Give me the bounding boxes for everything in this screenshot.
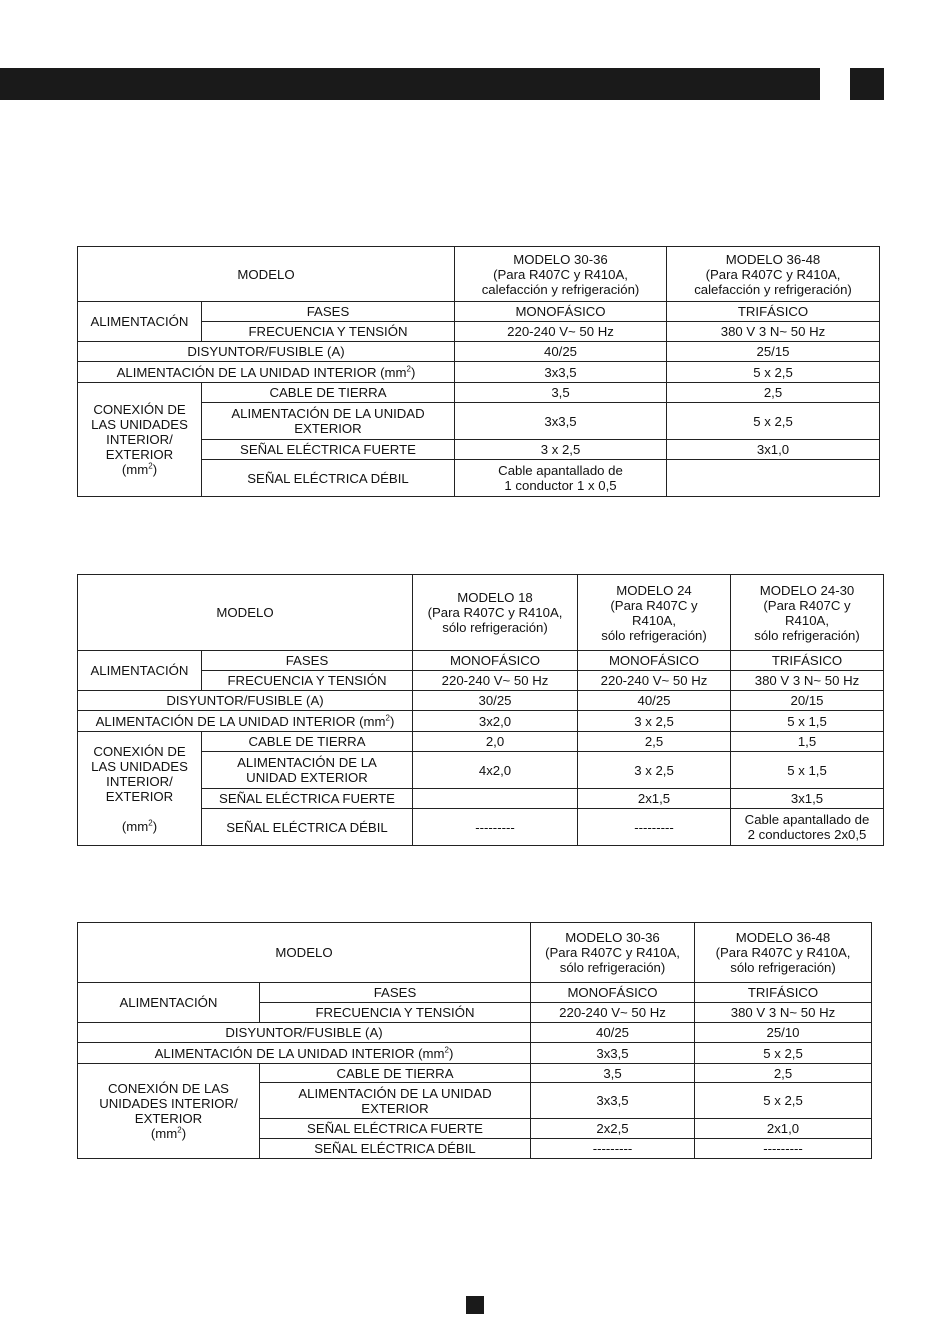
cable-tierra-label: CABLE DE TIERRA xyxy=(202,383,455,403)
spec-table-cooling-small xyxy=(77,574,884,846)
senal-fuerte-value-c: 3x1,5 xyxy=(731,789,884,809)
cable-tierra-label: CABLE DE TIERRA xyxy=(260,1064,531,1083)
senal-fuerte-value-a xyxy=(413,789,578,809)
alim-ext-label: ALIMENTACIÓN DE LA UNIDAD EXTERIOR xyxy=(202,403,455,440)
disyuntor-value-b: 25/15 xyxy=(667,342,880,362)
disyuntor-value-a: 40/25 xyxy=(531,1023,695,1043)
header-bar xyxy=(0,68,820,100)
alim-ext-value-a: 3x3,5 xyxy=(455,403,667,440)
model-column-a: MODELO 30-36 (Para R407C y R410A, sólo refrigeración) xyxy=(531,923,695,983)
spec-table-heat-pump xyxy=(77,246,880,497)
frecuencia-label: FRECUENCIA Y TENSIÓN xyxy=(202,322,455,342)
model-column-a: MODELO 18 (Para R407C y R410A, sólo refrigeración) xyxy=(413,575,578,651)
disyuntor-value-a: 30/25 xyxy=(413,691,578,711)
senal-debil-label: SEÑAL ELÉCTRICA DÉBIL xyxy=(202,809,413,846)
frecuencia-value-b: 380 V 3 N~ 50 Hz xyxy=(695,1003,872,1023)
senal-debil-value-b: --------- xyxy=(695,1139,872,1159)
model-header: MODELO xyxy=(78,247,455,302)
model-column-b: MODELO 36-48 (Para R407C y R410A, calefacción y refrigeración) xyxy=(667,247,880,302)
alim-unidad-value-a: 3x3,5 xyxy=(455,362,667,383)
cable-tierra-value-b: 2,5 xyxy=(667,383,880,403)
disyuntor-label: DISYUNTOR/FUSIBLE (A) xyxy=(78,1023,531,1043)
model-column-b: MODELO 36-48 (Para R407C y R410A, sólo refrigeración) xyxy=(695,923,872,983)
disyuntor-label: DISYUNTOR/FUSIBLE (A) xyxy=(78,691,413,711)
alim-unidad-value-a: 3x3,5 xyxy=(531,1043,695,1064)
alim-unidad-value-b: 3 x 2,5 xyxy=(578,711,731,732)
alim-ext-value-b: 5 x 2,5 xyxy=(667,403,880,440)
alim-ext-value-b: 5 x 2,5 xyxy=(695,1083,872,1119)
senal-debil-value-a: --------- xyxy=(413,809,578,846)
cable-tierra-value-c: 1,5 xyxy=(731,732,884,752)
cable-tierra-value-a: 3,5 xyxy=(455,383,667,403)
senal-fuerte-label: SEÑAL ELÉCTRICA FUERTE xyxy=(202,440,455,460)
frecuencia-value-a: 220-240 V~ 50 Hz xyxy=(455,322,667,342)
senal-debil-value-b xyxy=(667,460,880,497)
disyuntor-value-a: 40/25 xyxy=(455,342,667,362)
fases-value-b: MONOFÁSICO xyxy=(578,651,731,671)
frecuencia-value-b: 380 V 3 N~ 50 Hz xyxy=(667,322,880,342)
fases-value-a: MONOFÁSICO xyxy=(455,302,667,322)
alim-unidad-value-b: 5 x 2,5 xyxy=(667,362,880,383)
disyuntor-value-c: 20/15 xyxy=(731,691,884,711)
model-column-b: MODELO 24 (Para R407C y R410A, sólo refrigeración) xyxy=(578,575,731,651)
alim-ext-value-b: 3 x 2,5 xyxy=(578,752,731,789)
conexion-label: CONEXIÓN DE LAS UNIDADES INTERIOR/ EXTERIOR $(mm^2)$ xyxy=(78,732,202,846)
model-header: MODELO xyxy=(78,923,531,983)
alim-unidad-value-c: 5 x 1,5 xyxy=(731,711,884,732)
senal-debil-value-c: Cable apantallado de 2 conductores 2x0,5 xyxy=(731,809,884,846)
frecuencia-value-a: 220-240 V~ 50 Hz xyxy=(531,1003,695,1023)
senal-fuerte-label: SEÑAL ELÉCTRICA FUERTE xyxy=(202,789,413,809)
cable-tierra-value-b: 2,5 xyxy=(578,732,731,752)
senal-debil-label: SEÑAL ELÉCTRICA DÉBIL xyxy=(260,1139,531,1159)
disyuntor-value-b: 25/10 xyxy=(695,1023,872,1043)
model-header: MODELO xyxy=(78,575,413,651)
alim-unidad-label: ALIMENTACIÓN DE LA UNIDAD INTERIOR $(mm^2)$ xyxy=(78,1043,531,1064)
cable-tierra-label: CABLE DE TIERRA xyxy=(202,732,413,752)
alim-ext-value-a: 4x2,0 xyxy=(413,752,578,789)
senal-fuerte-value-b: 2x1,0 xyxy=(695,1119,872,1139)
model-column-c: MODELO 24-30 (Para R407C y R410A, sólo refrigeración) xyxy=(731,575,884,651)
senal-fuerte-value-a: 2x2,5 xyxy=(531,1119,695,1139)
fases-value-a: MONOFÁSICO xyxy=(531,983,695,1003)
alim-unidad-value-a: 3x2,0 xyxy=(413,711,578,732)
header-page-marker xyxy=(850,68,884,100)
alim-ext-label: ALIMENTACIÓN DE LA UNIDAD EXTERIOR xyxy=(260,1083,531,1119)
senal-fuerte-value-b: 3x1,0 xyxy=(667,440,880,460)
fases-value-c: TRIFÁSICO xyxy=(731,651,884,671)
senal-debil-value-a: --------- xyxy=(531,1139,695,1159)
alim-ext-label: ALIMENTACIÓN DE LA UNIDAD EXTERIOR xyxy=(202,752,413,789)
conexion-label: CONEXIÓN DE LAS UNIDADES INTERIOR/ EXTERIOR $(mm^2)$ xyxy=(78,1064,260,1159)
frecuencia-value-c: 380 V 3 N~ 50 Hz xyxy=(731,671,884,691)
senal-fuerte-value-b: 2x1,5 xyxy=(578,789,731,809)
senal-fuerte-value-a: 3 x 2,5 xyxy=(455,440,667,460)
alim-unidad-label: ALIMENTACIÓN DE LA UNIDAD INTERIOR $(mm^2)$ xyxy=(78,362,455,383)
alim-unidad-value-b: 5 x 2,5 xyxy=(695,1043,872,1064)
cable-tierra-value-a: 2,0 xyxy=(413,732,578,752)
frecuencia-label: FRECUENCIA Y TENSIÓN xyxy=(202,671,413,691)
frecuencia-value-b: 220-240 V~ 50 Hz xyxy=(578,671,731,691)
page-number-marker xyxy=(466,1296,484,1314)
senal-debil-value-a: Cable apantallado de 1 conductor 1 x 0,5 xyxy=(455,460,667,497)
senal-fuerte-label: SEÑAL ELÉCTRICA FUERTE xyxy=(260,1119,531,1139)
alimentacion-label: ALIMENTACIÓN xyxy=(78,983,260,1023)
cable-tierra-value-a: 3,5 xyxy=(531,1064,695,1083)
senal-debil-label: SEÑAL ELÉCTRICA DÉBIL xyxy=(202,460,455,497)
model-column-a: MODELO 30-36 (Para R407C y R410A, calefacción y refrigeración) xyxy=(455,247,667,302)
spec-table-cooling-large xyxy=(77,922,872,1159)
cable-tierra-value-b: 2,5 xyxy=(695,1064,872,1083)
alim-ext-value-a: 3x3,5 xyxy=(531,1083,695,1119)
alim-unidad-label: ALIMENTACIÓN DE LA UNIDAD INTERIOR $(mm^2)$ xyxy=(78,711,413,732)
frecuencia-value-a: 220-240 V~ 50 Hz xyxy=(413,671,578,691)
senal-debil-value-b: --------- xyxy=(578,809,731,846)
alimentacion-label: ALIMENTACIÓN xyxy=(78,302,202,342)
frecuencia-label: FRECUENCIA Y TENSIÓN xyxy=(260,1003,531,1023)
fases-label: FASES xyxy=(260,983,531,1003)
conexion-label: CONEXIÓN DE LAS UNIDADES INTERIOR/ EXTERIOR $(mm^2)$ xyxy=(78,383,202,497)
disyuntor-value-b: 40/25 xyxy=(578,691,731,711)
fases-value-b: TRIFÁSICO xyxy=(667,302,880,322)
fases-label: FASES xyxy=(202,302,455,322)
alim-ext-value-c: 5 x 1,5 xyxy=(731,752,884,789)
disyuntor-label: DISYUNTOR/FUSIBLE (A) xyxy=(78,342,455,362)
alimentacion-label: ALIMENTACIÓN xyxy=(78,651,202,691)
fases-value-a: MONOFÁSICO xyxy=(413,651,578,671)
fases-value-b: TRIFÁSICO xyxy=(695,983,872,1003)
fases-label: FASES xyxy=(202,651,413,671)
